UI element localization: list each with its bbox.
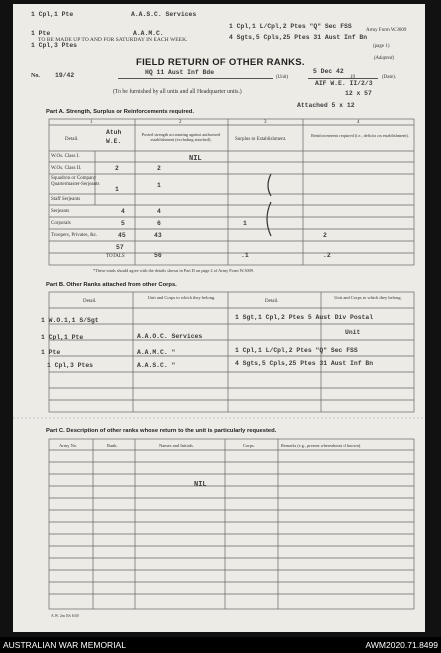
col-num-4: 4 — [357, 120, 360, 125]
part-b-row3-detail: 1 Cpl,1 Pte — [41, 334, 84, 341]
typed-header-line2-right: 1 Cpl,1 L/Cpl,2 Ptes "Q" Sec FSS — [229, 23, 352, 30]
row-we-wo2: 2 — [115, 165, 119, 172]
part-a-nil-mark: NIL — [189, 155, 202, 163]
footer-institution: AUSTRALIAN WAR MEMORIAL — [3, 640, 126, 650]
row-detail-cqms: Squadron or Company Quartermaster-Serjeants — [51, 176, 100, 187]
printer-mark: A.W. 2m 10s 6/40 — [51, 614, 79, 618]
row-surplus-totals: .1 — [241, 252, 249, 259]
typed-header-line2-mid: A.A.M.C. — [133, 30, 164, 37]
row-detail-totals: TOTALS — [106, 254, 125, 259]
row-we-cqms: 1 — [115, 186, 119, 193]
typed-header-line3-right: 4 Sgts,5 Cpls,25 Ptes 31 Aust Inf Bn — [229, 34, 368, 41]
row-we-cpl: 5 — [121, 220, 125, 227]
part-b-row4-detail2: 1 Cpl,1 L/Cpl,2 Ptes "Q" Sec FSS — [235, 347, 358, 354]
archive-footer — [0, 637, 441, 653]
row-detail-ssgt: Staff Serjeants — [51, 197, 81, 202]
part-b-col-detail-2: Detail. — [265, 299, 279, 304]
row-posted-cpl: 6 — [157, 220, 161, 227]
attached-total-2: Attached 5 x 12 — [297, 102, 355, 109]
part-c-col-names: Names and Initials. — [159, 443, 194, 448]
part-a-surplus-header: Surplus to Establishment. — [235, 137, 287, 142]
form-page — [13, 4, 425, 632]
row-surplus-cpl: 1 — [243, 220, 247, 227]
row-detail-sgt: Serjeants — [51, 209, 70, 214]
part-c-col-rank: Rank. — [107, 443, 118, 448]
part-b-row5-unit: A.A.S.C. " — [137, 362, 176, 369]
col-num-1: 1 — [90, 120, 93, 125]
row-detail-wo2: W.Os. Class II. — [51, 166, 82, 171]
part-b-row1-detail: 1 W.O.1,1 S/Sgt — [41, 317, 99, 324]
part-b-row2-unit2: Unit — [345, 329, 361, 336]
typed-header-line2-left: 1 Pte — [31, 30, 51, 37]
part-c-col-remarks: Remarks (e.g., present whereabouts if known). — [281, 443, 362, 448]
form-ref: Army Form W.3009 — [366, 28, 407, 33]
return-date: 5 Dec 42 — [313, 68, 344, 75]
row-detail-cpl: Corporals — [51, 221, 71, 226]
part-c-col-army-no: Army No. — [59, 443, 78, 448]
form-instruction: TO BE MADE UP TO AND FOR SATURDAY IN EACH WEEK. — [38, 37, 188, 43]
row-reinf-totals: .2 — [323, 252, 331, 259]
part-b-row4-unit: A.A.M.C. " — [137, 349, 176, 356]
part-c-heading: Part C. Description of other ranks whose return to the unit is particularly requested. — [46, 428, 277, 434]
return-number: 19/42 — [55, 72, 75, 79]
row-posted-cqms: 1 — [157, 182, 161, 189]
part-b-row4-detail: 1 Pte — [41, 349, 61, 356]
footer-accession-number: AWM2020.71.8499 — [365, 640, 438, 650]
part-a-detail-header: Detail. — [65, 137, 79, 142]
part-a-posted-header: Posted strength accounting against authorised establishment (excluding attached). — [141, 132, 221, 142]
part-b-col-unit-1: Unit and Corps to which they belong. — [147, 295, 216, 300]
typed-header-line1-mid: A.A.S.C. Services — [131, 11, 197, 18]
part-a-footnote: *These totals should agree with the details shown in Part D on page 2 of Army Form W.3009. — [93, 268, 254, 273]
attached-total-1: 12 x 57 — [345, 90, 372, 97]
part-b-col-detail-1: Detail. — [83, 299, 97, 304]
part-b-col-unit-2: Unit and Corps to which they belong. — [334, 295, 402, 300]
typed-header-line1-left: 1 Cpl,1 Pte — [31, 11, 74, 18]
row-we-totals: 57 — [116, 244, 124, 251]
part-a-reinf-header: Reinforcements required (i.e., deficits on establishment). — [311, 133, 409, 138]
unit-name: HQ 11 Aust Inf Bde — [145, 69, 215, 76]
row-detail-wo1: W.Os. Class I. — [51, 154, 80, 159]
col-num-2: 2 — [179, 120, 182, 125]
typed-header-line3-left: 1 Cpl,3 Ptes — [31, 42, 78, 49]
adapted-label: (Adapted) — [374, 56, 394, 61]
row-we-sgt: 4 — [121, 208, 125, 215]
part-b-row1-detail2: 1 Sgt,1 Cpl,2 Ptes 5 Aust Div Postal — [235, 314, 374, 321]
aif-we-ref: AIF W.E. II/2/3 — [315, 80, 373, 87]
form-title: FIELD RETURN OF OTHER RANKS. — [136, 57, 305, 68]
part-b-heading: Part B. Other Ranks attached from other Corps. — [46, 282, 177, 288]
part-c-col-corps: Corps. — [243, 443, 255, 448]
col-num-3: 3 — [264, 120, 267, 125]
part-b-row5-detail: 1 Cpl,3 Ptes — [47, 362, 94, 369]
row-posted-wo2: 2 — [157, 165, 161, 172]
page-ref: (page 1) — [373, 44, 390, 49]
furnished-note: (To be furnished by all units and all Headquarter units.) — [113, 89, 242, 95]
row-posted-pte: 43 — [154, 232, 162, 239]
row-posted-sgt: 4 — [157, 208, 161, 215]
date-label: (Date). — [382, 75, 397, 80]
number-label: No. — [31, 73, 40, 79]
part-a-heading: Part A. Strength, Surplus or Reinforcements required. — [46, 109, 194, 115]
row-we-pte: 45 — [118, 232, 126, 239]
row-posted-totals: 56 — [154, 252, 162, 259]
part-b-row5-detail2: 4 Sgts,5 Cpls,25 Ptes 31 Aust Inf Bn — [235, 360, 374, 367]
row-reinf-pte: 2 — [323, 232, 327, 239]
part-a-we-header: W.E. — [106, 138, 122, 145]
row-detail-pte: Troopers, Privates, &c. — [51, 233, 98, 238]
part-b-row3-unit: A.A.O.C. Services — [137, 333, 203, 340]
year-prefix: 19 — [350, 75, 355, 80]
part-a-atuh-header: Atuh — [106, 129, 122, 136]
part-c-nil-mark: NIL — [194, 481, 207, 489]
unit-label: (Unit) — [276, 75, 289, 80]
